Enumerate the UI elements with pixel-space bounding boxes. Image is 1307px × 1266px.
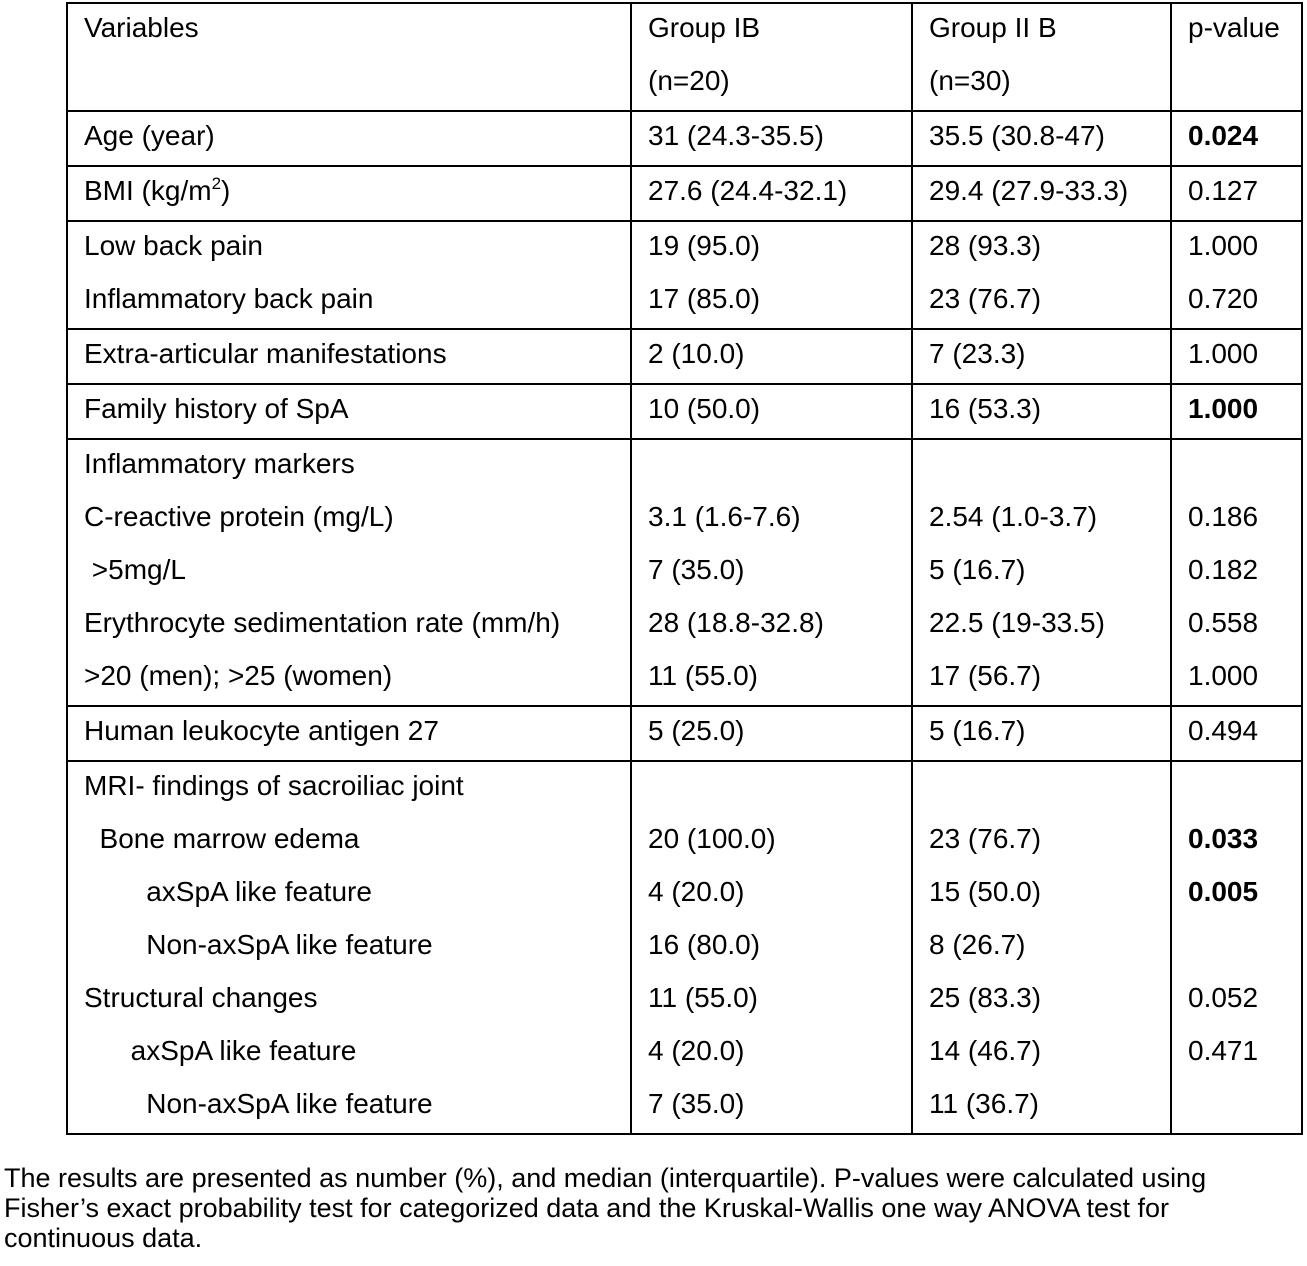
group-ib-cell <box>631 384 912 439</box>
table-row <box>67 166 1302 221</box>
cell-line <box>1188 57 1301 110</box>
group-iib-cell <box>912 706 1171 761</box>
cell-line: 1.000 <box>1188 338 1259 369</box>
cell-line: 1.000 <box>1188 393 1259 424</box>
cell-line: 0.186 <box>1188 501 1259 532</box>
cell-line: 5 (25.0) <box>648 715 745 746</box>
cell-line: Erythrocyte sedimentation rate (mm/h) <box>84 607 561 638</box>
group-iib-cell <box>912 384 1171 439</box>
table-row-group <box>67 111 1302 166</box>
cell-line: 5 (16.7) <box>929 554 1026 585</box>
variable-cell <box>67 384 631 439</box>
cell-line: 2 (10.0) <box>648 338 745 369</box>
cell-line <box>929 762 1170 815</box>
cell-line: 0.720 <box>1188 283 1259 314</box>
table-row-group <box>67 706 1302 761</box>
cell-line: Inflammatory back pain <box>84 283 374 314</box>
cell-line: (n=20) <box>648 65 730 96</box>
cell-line: 23 (76.7) <box>929 283 1042 314</box>
cell-line: Non-axSpA like feature <box>84 929 433 960</box>
cell-line: p-value <box>1188 12 1280 43</box>
cell-line: Group IB <box>648 12 761 43</box>
cell-line: 31 (24.3-35.5) <box>648 120 824 151</box>
table-row-group <box>67 166 1302 221</box>
p-value-cell <box>1171 384 1302 439</box>
group-ib-cell <box>631 3 912 111</box>
cell-line <box>1188 921 1301 974</box>
cell-line: Variables <box>84 12 199 43</box>
cell-line: 15 (50.0) <box>929 876 1042 907</box>
table-row-group <box>67 761 1302 1134</box>
cell-line: MRI- findings of sacroiliac joint <box>84 770 464 801</box>
group-iib-cell <box>912 329 1171 384</box>
cell-line: 23 (76.7) <box>929 823 1042 854</box>
cell-line: axSpA like feature <box>84 876 372 907</box>
cell-line: Family history of SpA <box>84 393 349 424</box>
table-row <box>67 329 1302 384</box>
cell-line: 4 (20.0) <box>648 1035 745 1066</box>
group-iib-cell <box>912 761 1171 1134</box>
cell-line: 0.005 <box>1188 876 1259 907</box>
p-value-cell <box>1171 706 1302 761</box>
cell-line: 5 (16.7) <box>929 715 1026 746</box>
cell-line: >5mg/L <box>84 554 186 585</box>
cell-line: 4 (20.0) <box>648 876 745 907</box>
table-row-group <box>67 329 1302 384</box>
cell-line <box>929 440 1170 493</box>
group-iib-cell <box>912 3 1171 111</box>
cell-line: 1.000 <box>1188 660 1259 691</box>
cell-line: Bone marrow edema <box>84 823 360 854</box>
cell-line: Inflammatory markers <box>84 448 355 479</box>
cell-line: Human leukocyte antigen 27 <box>84 715 439 746</box>
cell-line: 0.558 <box>1188 607 1259 638</box>
cell-line <box>1188 1080 1301 1133</box>
superscript: 2 <box>211 174 222 193</box>
variable-cell <box>67 166 631 221</box>
cell-line: Structural changes <box>84 982 318 1013</box>
group-iib-cell <box>912 166 1171 221</box>
p-value-cell <box>1171 111 1302 166</box>
group-ib-cell <box>631 439 912 706</box>
cell-line: 7 (35.0) <box>648 1088 745 1119</box>
cell-line: 14 (46.7) <box>929 1035 1042 1066</box>
cell-line <box>1188 762 1301 815</box>
p-value-cell <box>1171 3 1302 111</box>
cell-line: Low back pain <box>84 230 264 261</box>
group-iib-cell <box>912 221 1171 329</box>
cell-line: 19 (95.0) <box>648 230 761 261</box>
table-row-group <box>67 439 1302 706</box>
group-iib-cell <box>912 439 1171 706</box>
table-row <box>67 761 1302 1134</box>
cell-line: 28 (18.8-32.8) <box>648 607 824 638</box>
cell-line: axSpA like feature <box>84 1035 357 1066</box>
p-value-cell <box>1171 761 1302 1134</box>
p-value-cell <box>1171 439 1302 706</box>
variable-cell <box>67 761 631 1134</box>
cell-line <box>648 762 911 815</box>
cell-line: 16 (80.0) <box>648 929 761 960</box>
cell-line: 29.4 (27.9-33.3) <box>929 175 1129 206</box>
group-ib-cell <box>631 221 912 329</box>
cell-line: 11 (55.0) <box>648 660 758 691</box>
cell-line: 3.1 (1.6-7.6) <box>648 501 801 532</box>
cell-line: Non-axSpA like feature <box>84 1088 433 1119</box>
cell-line: 11 (55.0) <box>648 982 758 1013</box>
group-ib-cell <box>631 111 912 166</box>
cell-line: 25 (83.3) <box>929 982 1042 1013</box>
statistics-table <box>66 2 1303 1135</box>
cell-line: 10 (50.0) <box>648 393 761 424</box>
table-header-group <box>67 3 1302 111</box>
cell-line: Group II B <box>929 12 1057 43</box>
cell-line: 20 (100.0) <box>648 823 776 854</box>
cell-line: 22.5 (19-33.5) <box>929 607 1105 638</box>
p-value-cell <box>1171 329 1302 384</box>
cell-line: 7 (35.0) <box>648 554 745 585</box>
table-row <box>67 706 1302 761</box>
cell-line: 1.000 <box>1188 230 1259 261</box>
cell-line <box>648 440 911 493</box>
cell-line: 17 (85.0) <box>648 283 761 314</box>
cell-line: 0.182 <box>1188 554 1259 585</box>
cell-line: 16 (53.3) <box>929 393 1042 424</box>
cell-line: BMI $(kg/m^2)$ <box>84 174 231 206</box>
table-row <box>67 111 1302 166</box>
variable-cell <box>67 3 631 111</box>
p-value-cell <box>1171 166 1302 221</box>
cell-line: 8 (26.7) <box>929 929 1026 960</box>
cell-line: 0.033 <box>1188 823 1259 854</box>
cell-line <box>1188 440 1301 493</box>
cell-line: 0.024 <box>1188 120 1259 151</box>
table-row <box>67 439 1302 706</box>
variable-cell <box>67 221 631 329</box>
group-ib-cell <box>631 166 912 221</box>
variable-cell <box>67 439 631 706</box>
variable-cell <box>67 706 631 761</box>
group-ib-cell <box>631 706 912 761</box>
cell-line: 0.127 <box>1188 175 1259 206</box>
cell-line: 0.471 <box>1188 1035 1259 1066</box>
variable-cell <box>67 329 631 384</box>
group-ib-cell <box>631 329 912 384</box>
group-iib-cell <box>912 111 1171 166</box>
variable-cell <box>67 111 631 166</box>
cell-line: 27.6 (24.4-32.1) <box>648 175 848 206</box>
cell-line: 11 (36.7) <box>929 1088 1039 1119</box>
table-row <box>67 384 1302 439</box>
cell-line: Age (year) <box>84 120 215 151</box>
table-footnote: The results are presented as number (%), and median (interquartile). P-values were calculated using Fisher’s exact probability test for categorized data and the Kruskal-Wallis one way ANOVA test for continuous data. <box>4 1163 1207 1253</box>
cell-line: 35.5 (30.8-47) <box>929 120 1105 151</box>
cell-line: 17 (56.7) <box>929 660 1042 691</box>
table-row-group <box>67 384 1302 439</box>
group-ib-cell <box>631 761 912 1134</box>
cell-line: 2.54 (1.0-3.7) <box>929 501 1098 532</box>
cell-line: (n=30) <box>929 65 1011 96</box>
table-header-row <box>67 3 1302 111</box>
cell-line: 0.052 <box>1188 982 1259 1013</box>
cell-line: 28 (93.3) <box>929 230 1042 261</box>
p-value-cell <box>1171 221 1302 329</box>
cell-line: 0.494 <box>1188 715 1259 746</box>
table-row-group <box>67 221 1302 329</box>
cell-line: >20 (men); >25 (women) <box>84 660 393 691</box>
cell-line: 7 (23.3) <box>929 338 1026 369</box>
cell-line: C-reactive protein (mg/L) <box>84 501 394 532</box>
table-row <box>67 221 1302 329</box>
cell-line: Extra-articular manifestations <box>84 338 447 369</box>
cell-line <box>84 57 630 110</box>
